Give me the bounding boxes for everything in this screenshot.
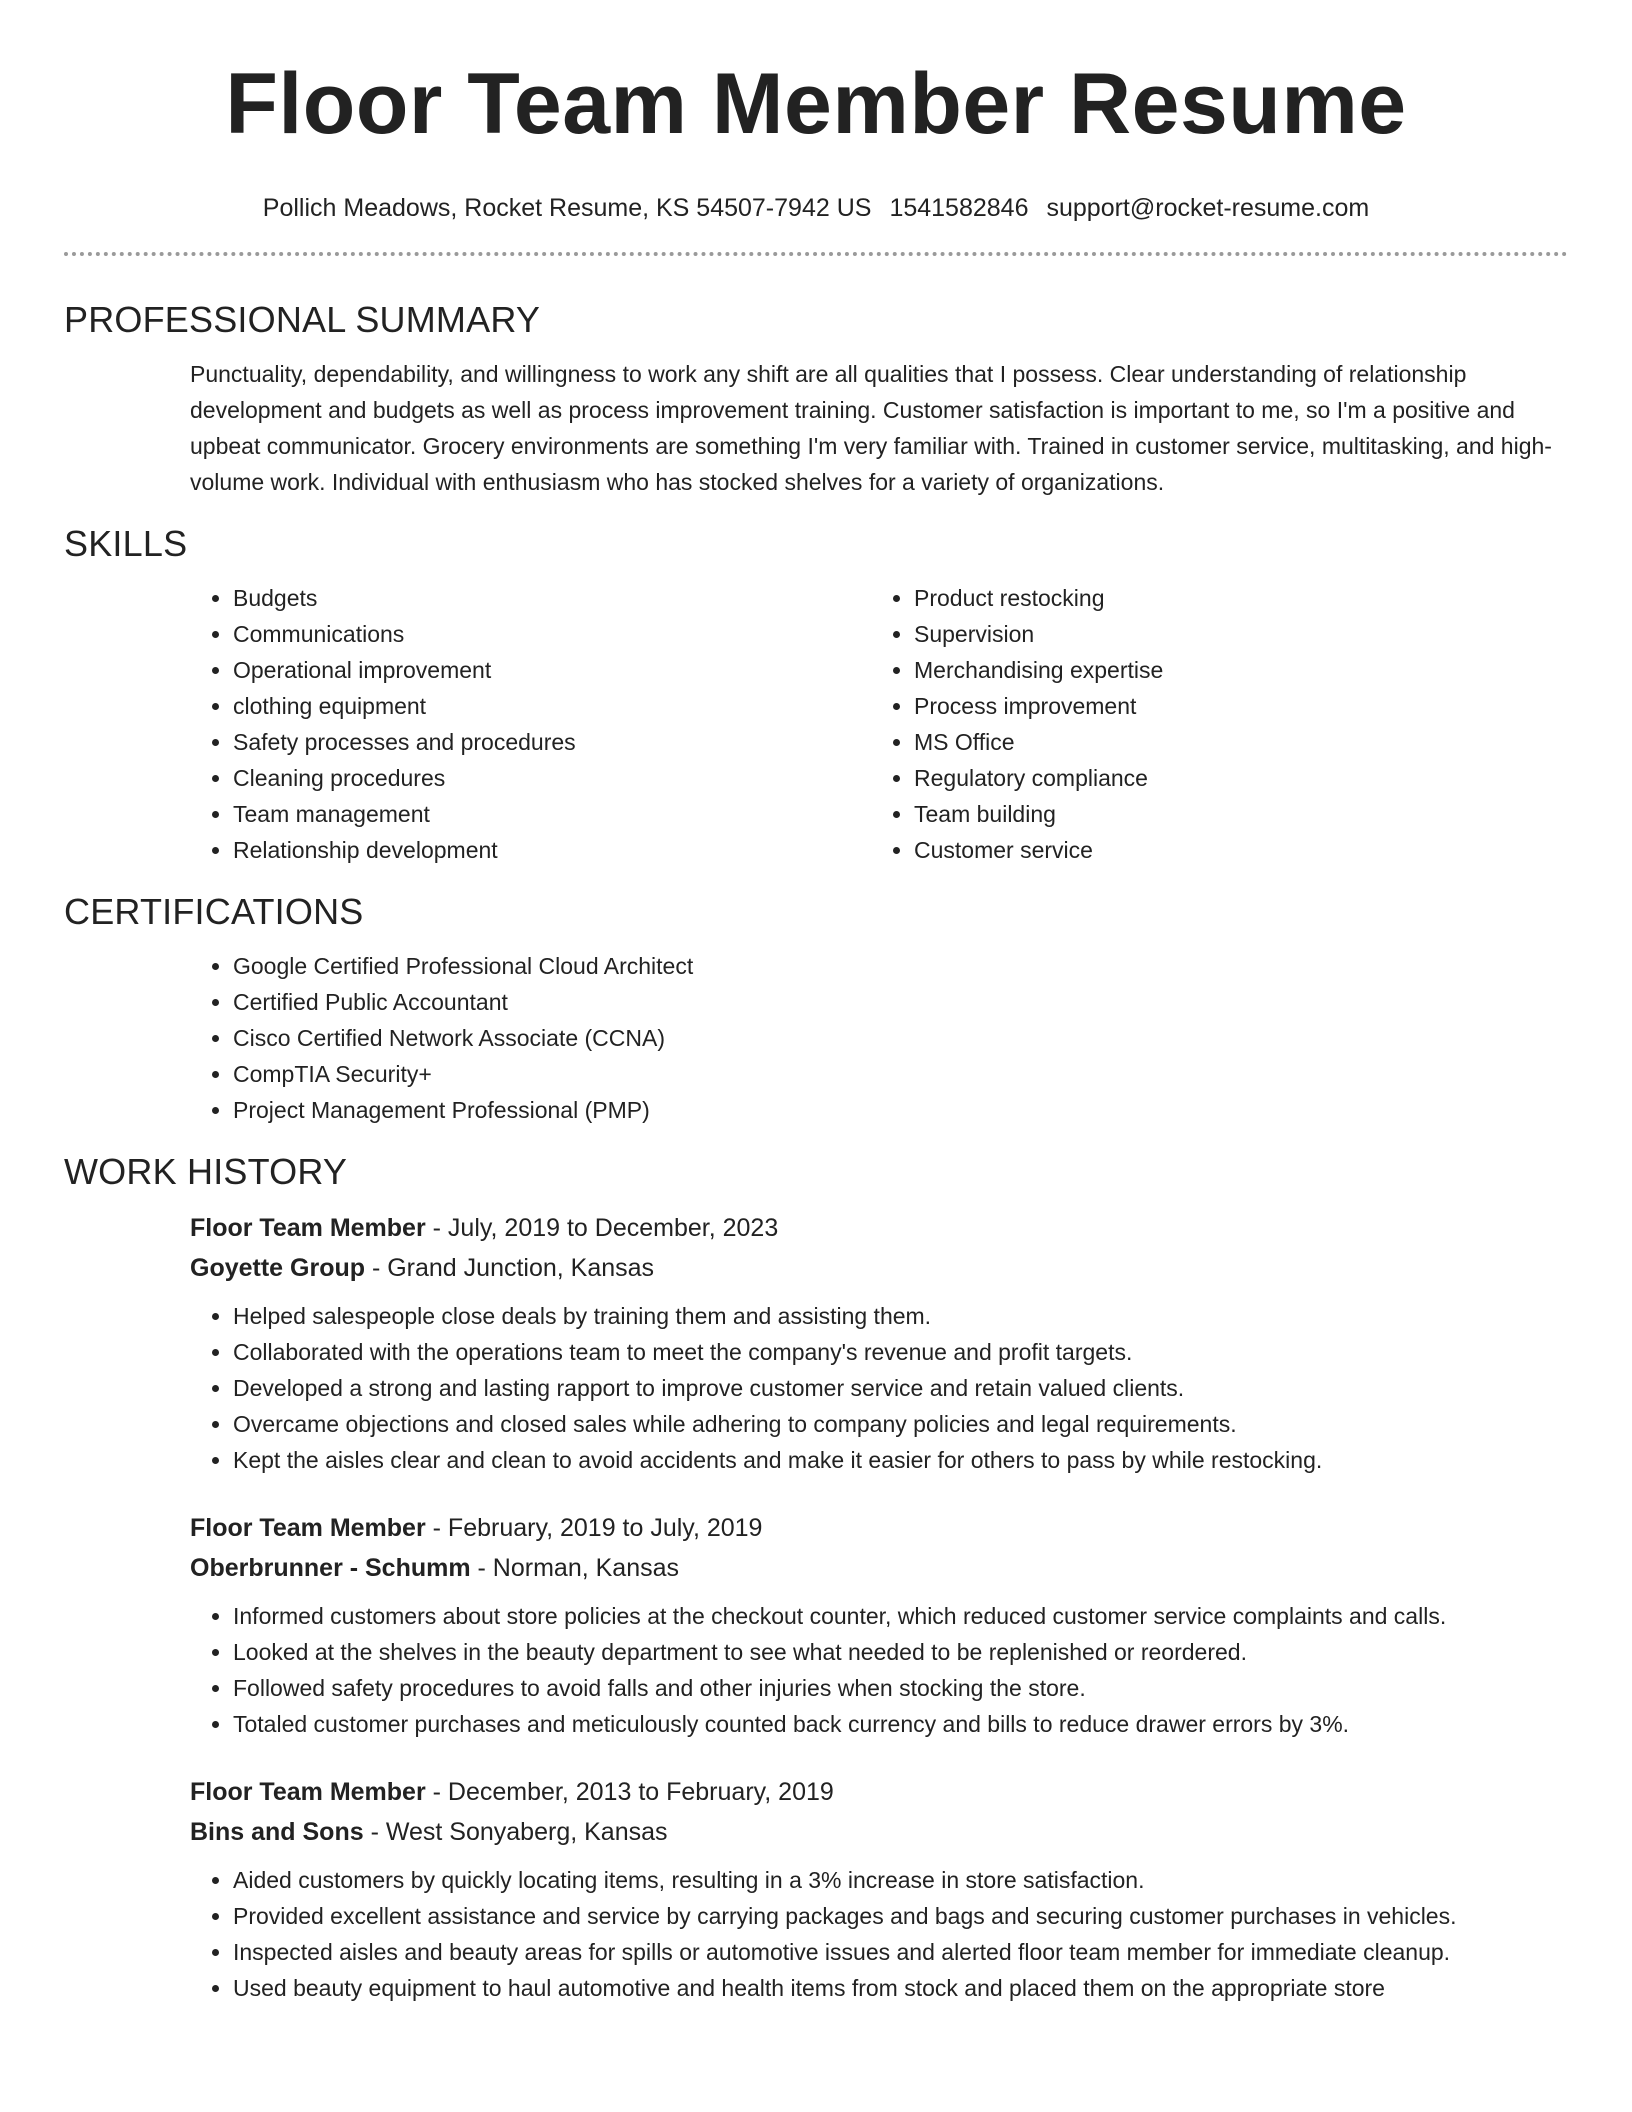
skill-item: • clothing equipment <box>233 688 871 724</box>
job-bullets <box>190 1598 1572 1742</box>
job-location: - Grand Junction, Kansas <box>365 1254 655 1282</box>
summary-heading: PROFESSIONAL SUMMARY <box>64 299 541 340</box>
certifications-list <box>190 948 1632 1128</box>
skill-item: • Cleaning procedures <box>233 760 871 796</box>
skills-columns <box>190 580 1552 868</box>
job-location: - Norman, Kansas <box>470 1554 680 1582</box>
skill-item: • Team management <box>233 796 871 832</box>
job-title: Floor Team Member <box>190 1214 426 1242</box>
job-title-line <box>190 1208 1572 1248</box>
job-entry <box>190 1208 1572 1478</box>
job-bullet: • Looked at the shelves in the beauty department to see what needed to be replenished or reordered. <box>233 1634 1572 1670</box>
skills-list-right <box>871 580 1552 868</box>
job-company: Oberbrunner - Schumm <box>190 1554 471 1582</box>
certification-item: • Certified Public Accountant <box>233 984 1632 1020</box>
skill-item: • Regulatory compliance <box>914 760 1552 796</box>
job-bullet: • Overcame objections and closed sales while adhering to company policies and legal requirements. <box>233 1406 1572 1442</box>
skill-item: • Safety processes and procedures <box>233 724 871 760</box>
job-entry <box>190 1508 1572 1742</box>
skill-item: • Relationship development <box>233 832 871 868</box>
job-bullet: • Collaborated with the operations team to meet the company's revenue and profit targets. <box>233 1334 1572 1370</box>
certification-item: • CompTIA Security+ <box>233 1056 1632 1092</box>
skill-item: • Operational improvement <box>233 652 871 688</box>
job-title: Floor Team Member <box>190 1778 426 1806</box>
skill-item: • Team building <box>914 796 1552 832</box>
skills-heading: SKILLS <box>64 523 188 564</box>
certification-item: • Project Management Professional (PMP) <box>233 1092 1632 1128</box>
resume-title: Floor Team Member Resume <box>225 56 1407 152</box>
job-company: Goyette Group <box>190 1254 366 1282</box>
job-title-line <box>190 1772 1572 1812</box>
job-dates: - February, 2019 to July, 2019 <box>425 1514 763 1542</box>
job-bullet: • Followed safety procedures to avoid falls and other injuries when stocking the store. <box>233 1670 1572 1706</box>
summary-text: Punctuality, dependability, and willingness to work any shift are all qualities that I possess. Clear understanding of relationship development and budgets as well as process improvement training. Customer satisfaction is important to me, so I'm a positive and upbeat communicator. Grocery environments are something I'm very familiar with. Trained in customer service, multitasking, and high-volume work. Individual with enthusiasm who has stocked shelves for a variety of organizations. <box>190 361 1552 495</box>
job-bullet: • Inspected aisles and beauty areas for spills or automotive issues and alerted floor team member for immediate cleanup. <box>233 1934 1572 1970</box>
certification-item: • Google Certified Professional Cloud Architect <box>233 948 1632 984</box>
skill-item: • Customer service <box>914 832 1552 868</box>
skills-list-left <box>190 580 871 868</box>
job-company: Bins and Sons <box>190 1818 364 1846</box>
job-bullet: • Helped salespeople close deals by training them and assisting them. <box>233 1298 1572 1334</box>
skill-item: • Supervision <box>914 616 1552 652</box>
skill-item: • Communications <box>233 616 871 652</box>
job-bullets <box>190 1862 1572 2006</box>
job-title: Floor Team Member <box>190 1514 426 1542</box>
job-company-line <box>190 1548 1572 1588</box>
contact-email[interactable]: support@rocket-resume.com <box>1046 194 1370 222</box>
certifications-heading: CERTIFICATIONS <box>64 891 364 932</box>
job-title-line <box>190 1508 1572 1548</box>
job-bullet: • Developed a strong and lasting rapport to improve customer service and retain valued clients. <box>233 1370 1572 1406</box>
job-bullet: • Kept the aisles clear and clean to avoid accidents and make it easier for others to pass by while restocking. <box>233 1442 1572 1478</box>
certification-item: • Cisco Certified Network Associate (CCNA) <box>233 1020 1632 1056</box>
skill-item: • Product restocking <box>914 580 1552 616</box>
job-bullet: • Used beauty equipment to haul automotive and health items from stock and placed them on the appropriate store <box>233 1970 1572 2006</box>
job-bullet: • Totaled customer purchases and meticulously counted back currency and bills to reduce drawer errors by 3%. <box>233 1706 1572 1742</box>
skill-item: • Process improvement <box>914 688 1552 724</box>
job-dates: - July, 2019 to December, 2023 <box>425 1214 779 1242</box>
job-company-line <box>190 1812 1572 1852</box>
work-history-heading: WORK HISTORY <box>64 1151 348 1192</box>
skill-item: • Budgets <box>233 580 871 616</box>
skill-item: • Merchandising expertise <box>914 652 1552 688</box>
skill-item: • MS Office <box>914 724 1552 760</box>
job-bullet: • Aided customers by quickly locating items, resulting in a 3% increase in store satisfaction. <box>233 1862 1572 1898</box>
certifications-section <box>190 948 1632 1128</box>
contact-info <box>0 193 1632 223</box>
contact-phone: 1541582846 <box>889 194 1029 222</box>
job-entry <box>190 1772 1572 2006</box>
job-bullet: • Provided excellent assistance and service by carrying packages and bags and securing customer purchases in vehicles. <box>233 1898 1572 1934</box>
header-divider <box>64 252 1568 256</box>
job-bullets <box>190 1298 1572 1478</box>
job-bullet: • Informed customers about store policies at the checkout counter, which reduced customer service complaints and calls. <box>233 1598 1572 1634</box>
job-dates: - December, 2013 to February, 2019 <box>425 1778 834 1806</box>
job-company-line <box>190 1248 1572 1288</box>
job-location: - West Sonyaberg, Kansas <box>363 1818 668 1846</box>
contact-address: Pollich Meadows, Rocket Resume, KS 54507-7942 US <box>262 194 872 222</box>
